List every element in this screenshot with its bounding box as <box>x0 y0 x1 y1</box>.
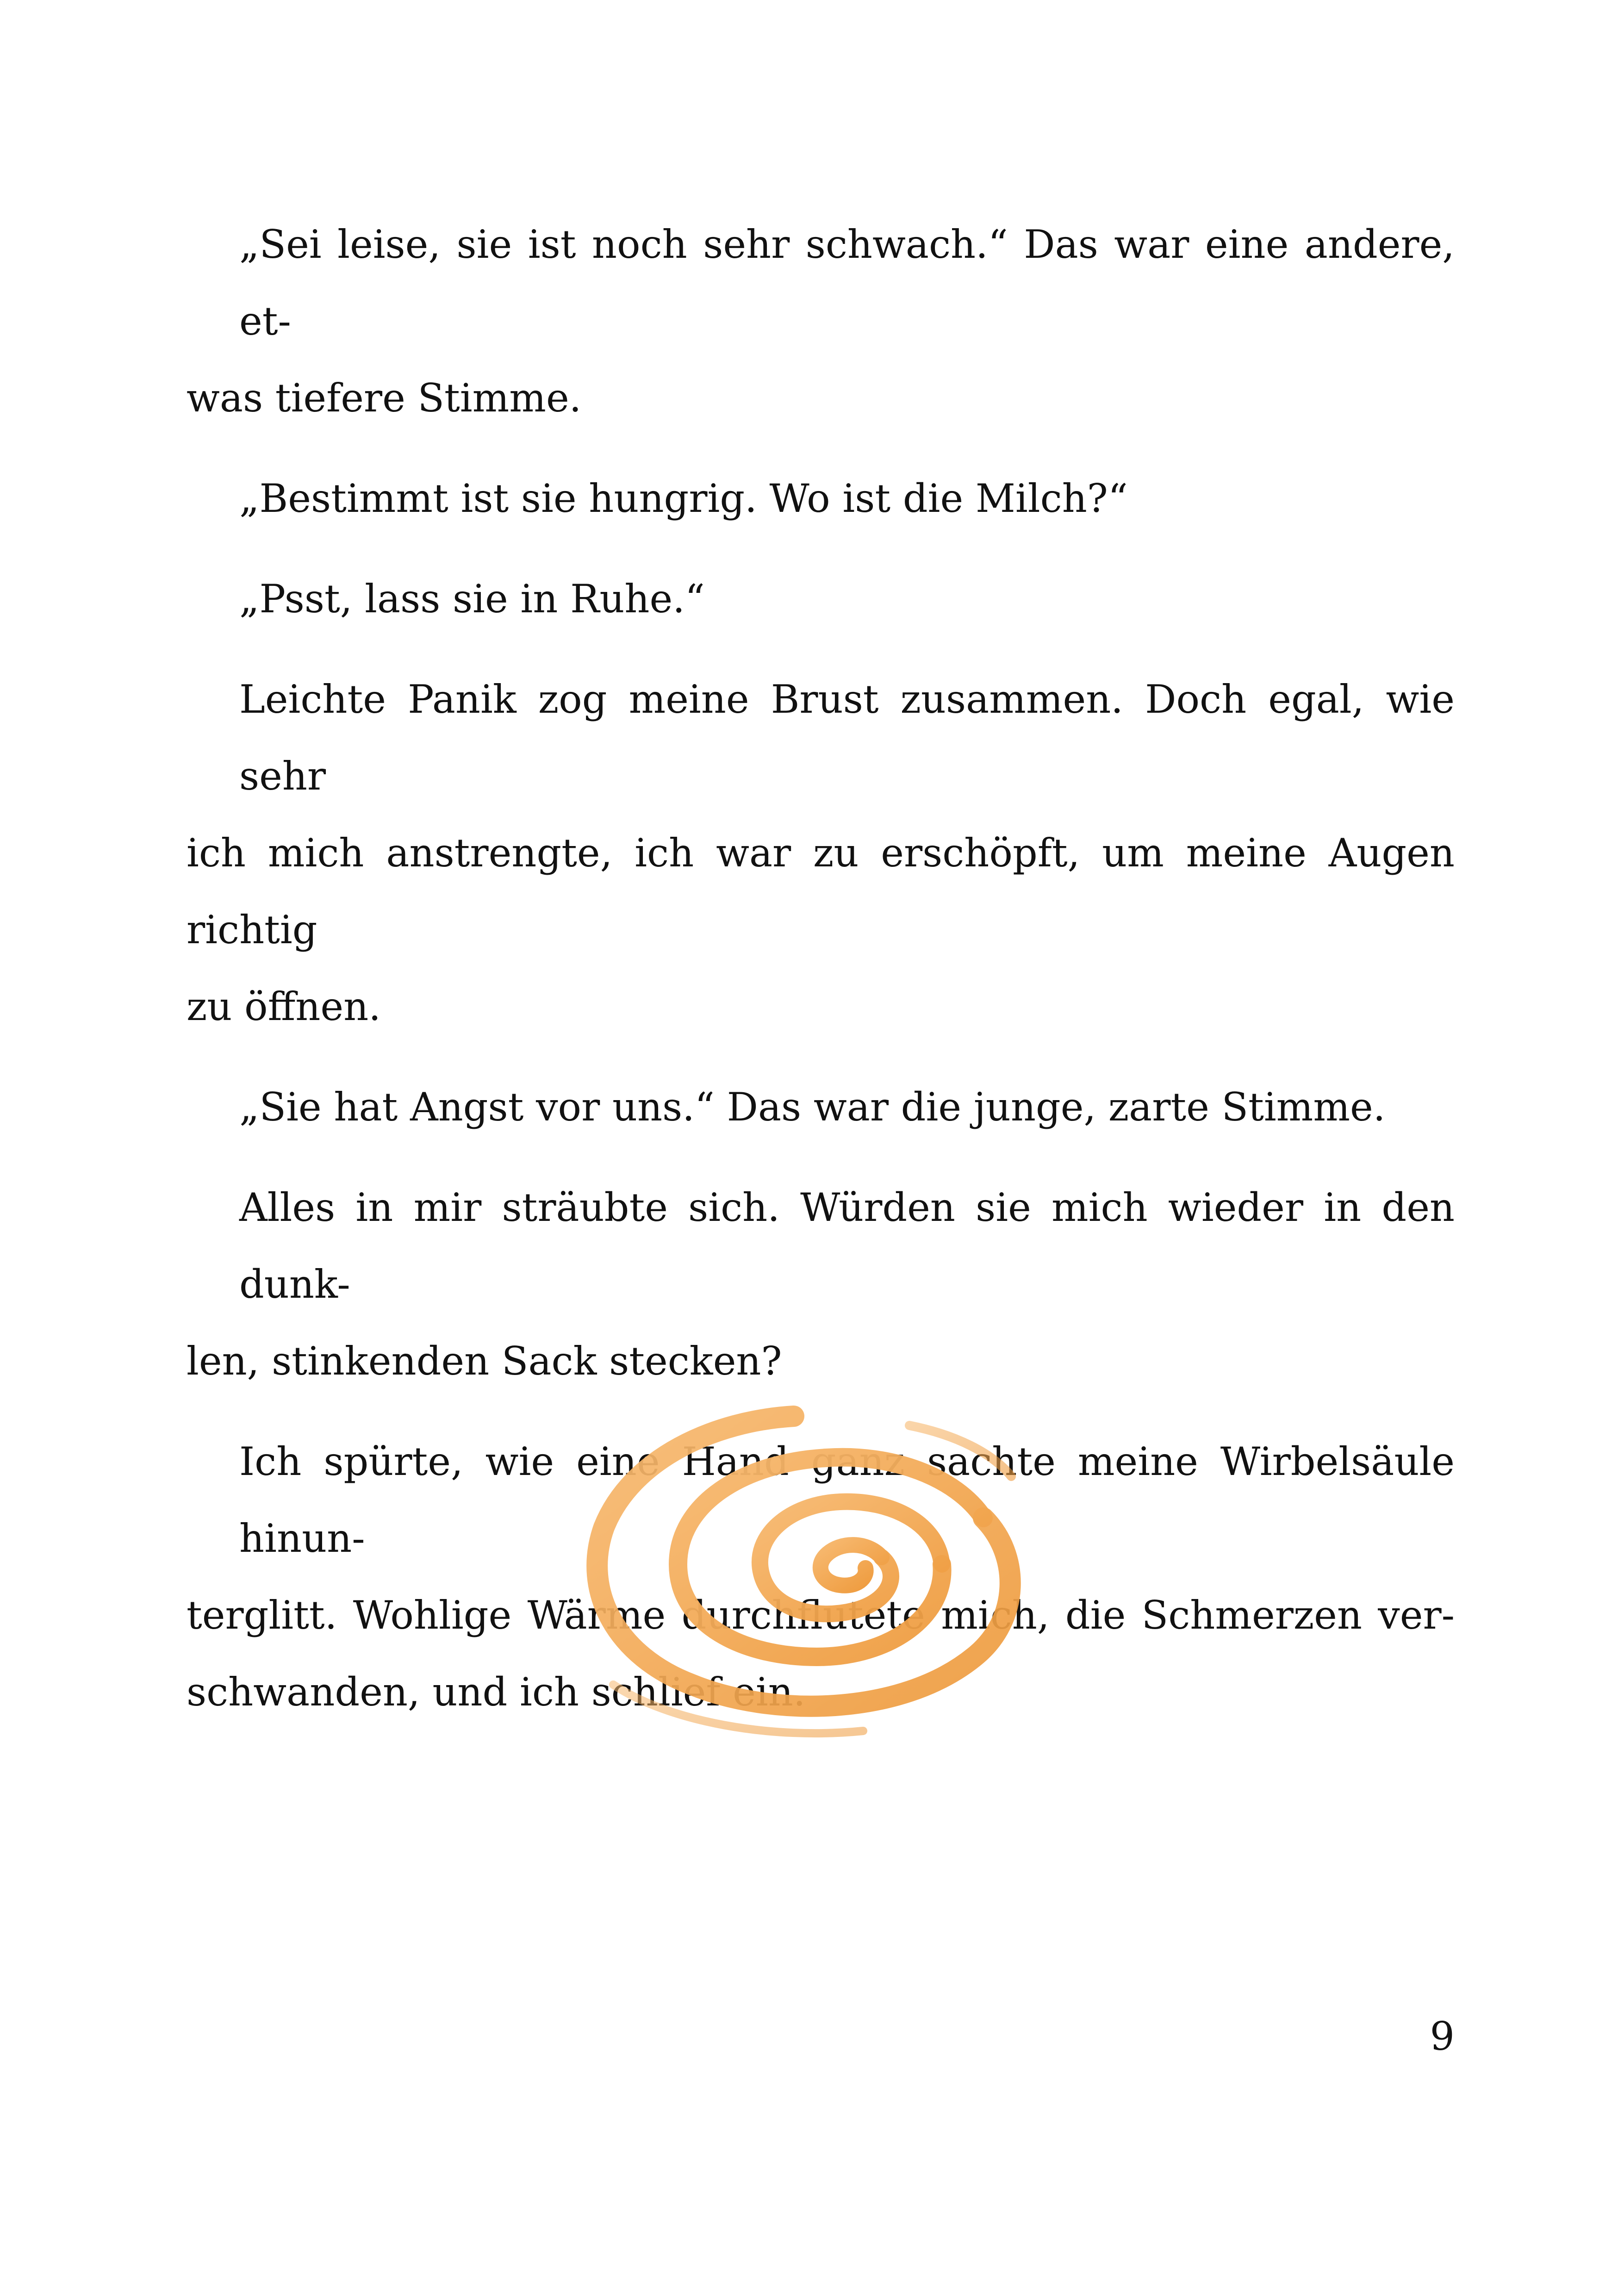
text-line: „Psst, lass sie in Ruhe.“ <box>239 576 705 622</box>
text-line: Ich spürte, wie eine Hand ganz sachte meine Wirbelsäule hinun- <box>239 1439 1455 1561</box>
text-line: Leichte Panik zog meine Brust zusammen. Doch egal, wie sehr <box>239 677 1455 799</box>
text-line: len, stinkenden Sack stecken? <box>187 1338 782 1384</box>
orange-spiral-icon <box>576 1398 1044 1749</box>
spiral-strokes <box>597 1416 1011 1733</box>
text-line: was tiefere Stimme. <box>187 375 582 421</box>
text-line: terglitt. Wohlige Wärme durchflutete mich, die Schmerzen ver- <box>187 1593 1455 1638</box>
text-line: „Sie hat Angst vor uns.“ Das war die junge, zarte Stimme. <box>239 1084 1386 1130</box>
page-number: 9 <box>1430 2014 1455 2059</box>
text-line: ich mich anstrengte, ich war zu erschöpft, um meine Augen richtig <box>187 830 1455 952</box>
text-line: Alles in mir sträubte sich. Würden sie mich wieder in den dunk- <box>239 1185 1455 1307</box>
text-line: schwanden, und ich schlief ein. <box>187 1669 806 1715</box>
paragraph-3 <box>187 560 1455 637</box>
text-line: zu öffnen. <box>187 984 381 1029</box>
paragraph-5 <box>187 1069 1455 1145</box>
paragraph-1 <box>187 206 1455 436</box>
paragraph-6 <box>187 1169 1455 1400</box>
paragraph-4 <box>187 661 1455 1045</box>
text-line: „Bestimmt ist sie hungrig. Wo ist die Milch?“ <box>239 476 1128 521</box>
paragraph-2 <box>187 460 1455 537</box>
text-line: „Sei leise, sie ist noch sehr schwach.“ Das war eine andere, et- <box>239 222 1455 344</box>
